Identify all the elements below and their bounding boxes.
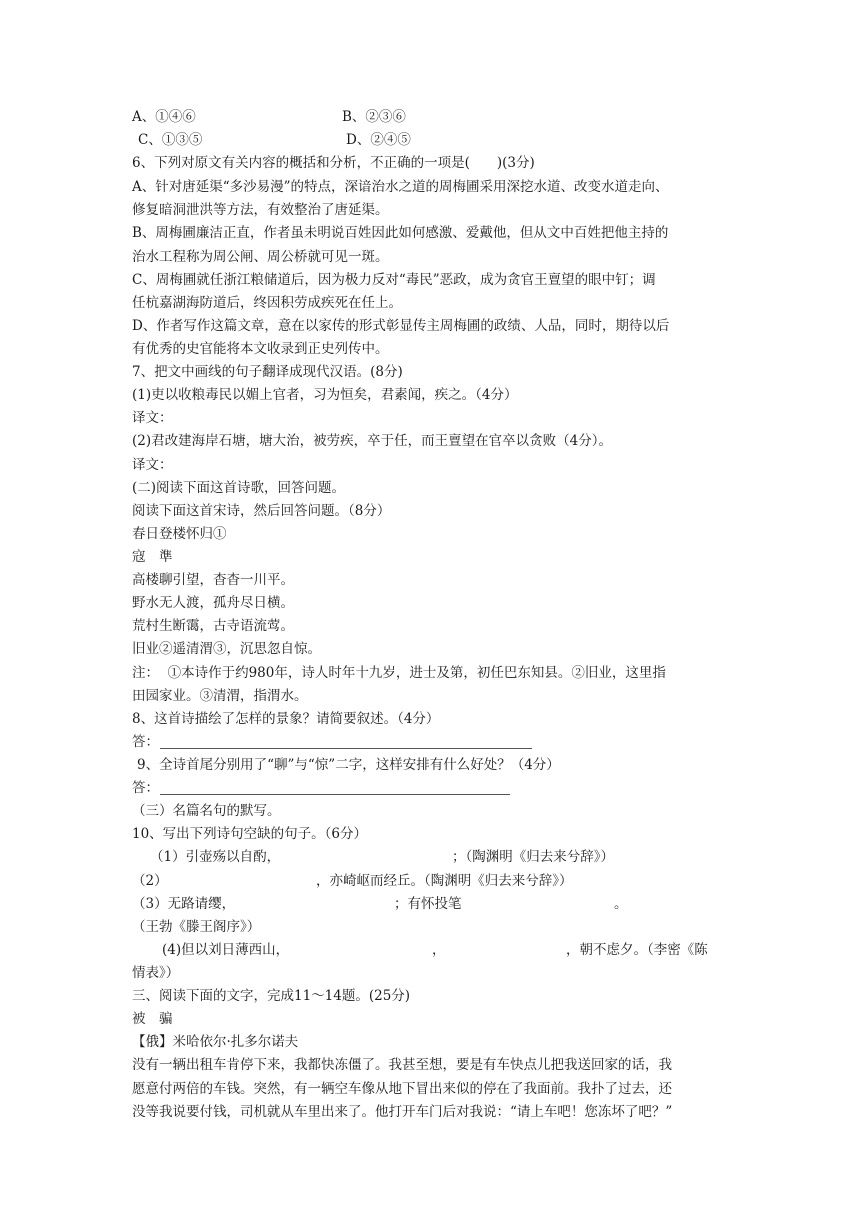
poem-line-2: 野水无人渡，孤舟尽日横。 [132,595,294,611]
poem-line-1: 高楼聊引望，杳杳一川平。 [132,572,294,588]
poem-line-4: 旧业②遥清渭③，沉思忽自惊。 [132,641,321,657]
q10-item-3-mid: ；有怀投笔 [394,896,462,912]
translation-label-2: 译文： [132,457,173,473]
q6-option-b-line2: 治水工程称为周公闸、周公桥就可见一斑。 [132,249,389,265]
story-title: 被 骗 [132,1011,173,1027]
q10-item-3-source: （王勃《滕王阁序》） [132,919,261,935]
q6-option-d-line1: D、作者写作这篇文章，意在以家传的形式彰显传主周梅圃的政绩、人品，同时，期待以后 [132,318,670,334]
option-c: C、①③⑤ [138,132,203,148]
q10-item-4-end: ，朝不虑夕。（李密《陈 [566,942,708,958]
q10-item-4-source: 情表》） [132,965,180,981]
q6-option-c-line1: C、周梅圃就任浙江粮储道后，因为极力反对“毒民”恶政，成为贪官王亶望的眼中钉；调 [132,272,656,288]
story-paragraph-line2: 愿意付两倍的车钱。突然，有一辆空车像从地下冒出来似的停在了我面前。我扑了过去，还 [132,1081,672,1097]
poem-line-3: 荒村生断霭，古寺语流莺。 [132,618,294,634]
story-author: 【俄】米哈依尔·扎多尔诺夫 [132,1034,299,1050]
q6-option-b-line1: B、周梅圃廉洁正直，作者虽未明说百姓因此如何感激、爱戴他，但从文中百姓把他主持的 [132,225,669,241]
poem-note-line1: 注： ①本诗作于约980年，诗人时年十九岁，进士及第，初任巴东知县。②旧业，这里指 [132,665,666,681]
question-9: 9、全诗首尾分别用了“聊”与“惊”二字，这样安排有什么好处？（4分） [137,757,560,773]
answer-label-8: 答： [132,734,159,750]
question-8: 8、这首诗描绘了怎样的景象？请简要叙述。（4分） [132,711,440,727]
q10-item-2-number: （2） [132,873,168,889]
q10-item-4-mid: ， [432,942,446,958]
story-paragraph-line1: 没有一辆出租车肯停下来，我都快冻僵了。我甚至想，要是有车快点儿把我送回家的话，我 [132,1057,672,1073]
option-d: D、②④⑤ [346,132,411,148]
translation-label-1: 译文： [132,410,173,426]
q6-option-d-line2: 有优秀的史官能将本文收录到正史列传中。 [132,341,389,357]
answer-label-9: 答： [132,780,159,796]
q6-option-c-line2: 任杭嘉湖海防道后，终因积劳成疾死在任上。 [132,295,402,311]
poem-note-line2: 田园家业。③清渭，指渭水。 [132,688,308,704]
q7-sentence-1: (1)吏以收粮毒民以媚上官者，习为恒矣，君素闻，疾之。（4分） [132,387,518,403]
q7-sentence-2: (2)君改建海岸石塘，塘大治，被劳疾，卒于任，而王亶望在官卒以贪败（4分）。 [132,433,612,449]
option-b: B、②③⑥ [342,109,406,125]
poem-title: 春日登楼怀归① [132,526,227,542]
section-2-heading: (二)阅读下面这首诗歌，回答问题。 [132,480,346,496]
question-10: 10、写出下列诗句空缺的句子。（6分） [132,826,368,842]
question-6: 6、下列对原文有关内容的概括和分析，不正确的一项是( )(3分) [132,155,535,171]
q10-item-2: ，亦崎岖而经丘。（陶渊明《归去来兮辞》） [316,873,573,889]
answer-line-9[interactable] [160,794,510,795]
poem-instruction: 阅读下面这首宋诗，然后回答问题。（8分） [132,503,391,519]
q10-item-3: （3）无路请缨， [132,896,236,912]
option-a: A、①④⑥ [132,109,196,125]
q10-item-1-source: ；（陶渊明《归去来兮辞》） [452,849,614,865]
q10-item-3-end: 。 [614,896,628,912]
q6-option-a-line1: A、针对唐延渠“多沙易漫”的特点，深谙治水之道的周梅圃采用深挖水道、改变水道走向、 [132,179,669,195]
poem-author: 寇 準 [132,549,173,565]
section-reading-heading: 三、阅读下面的文字，完成11～14题。(25分) [132,988,411,1004]
q6-option-a-line2: 修复暗洞泄洪等方法，有效整治了唐延渠。 [132,202,389,218]
q10-item-4: (4)但以刘日薄西山， [162,942,290,958]
section-3-heading: （三）名篇名句的默写。 [132,803,281,819]
q10-item-1: （1）引壶殇以自酌， [150,849,281,865]
question-7: 7、把文中画线的句子翻译成现代汉语。(8分) [132,364,403,380]
story-paragraph-line3: 没等我说要付钱，司机就从车里出来了。他打开车门后对我说：“请上车吧！您冻坏了吧？” [132,1104,673,1120]
answer-line-8[interactable] [160,748,532,749]
